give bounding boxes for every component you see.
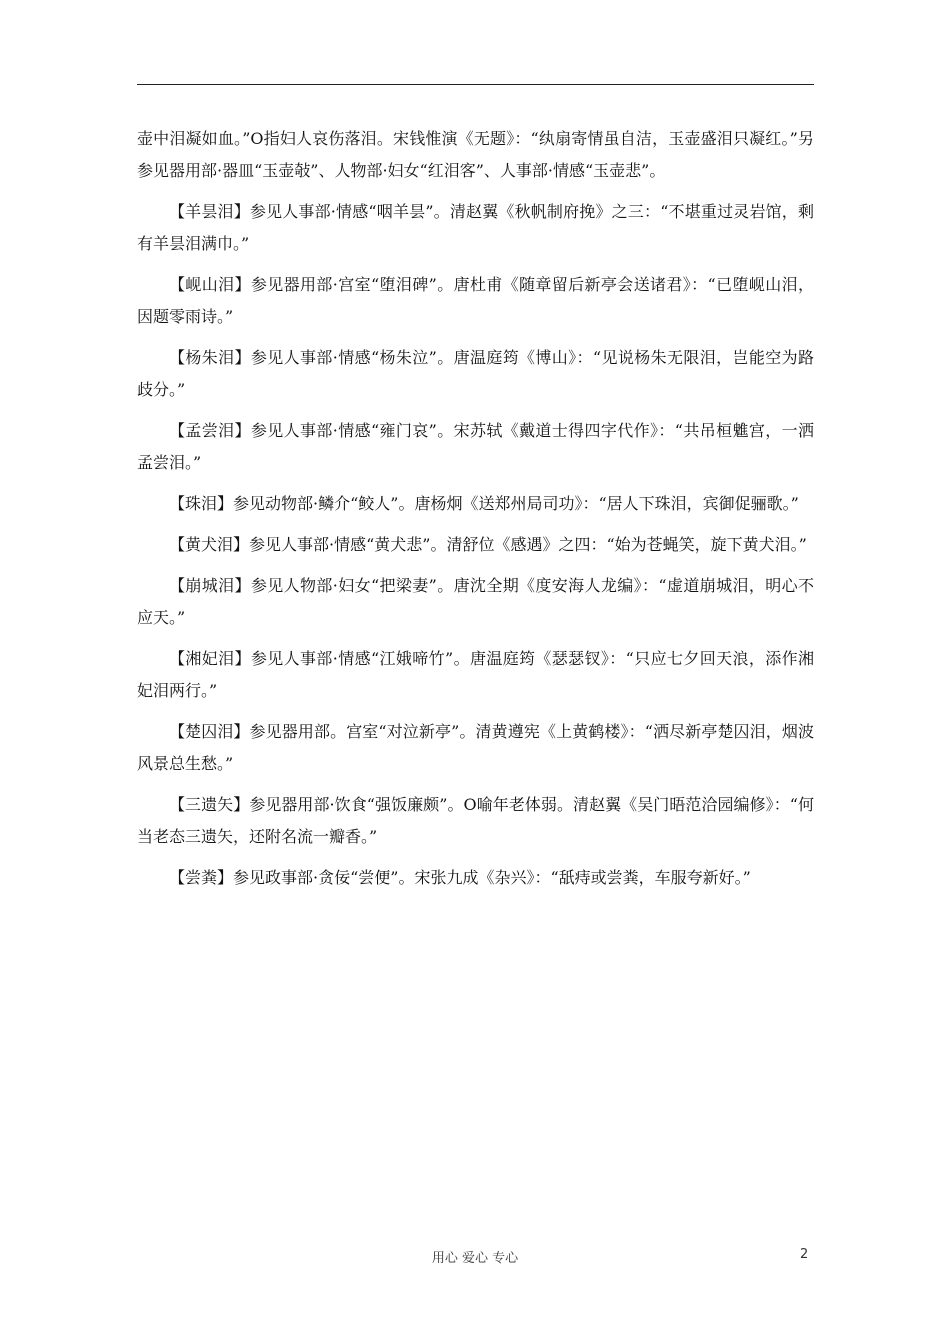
- entry-bengcheng-lei: 【崩城泪】参见人物部·妇女“把梁妻”。唐沈全期《度安海人龙编》：“虚道崩城泪，明心不应天。”: [137, 576, 814, 627]
- footer-motto: 用心 爱心 专心: [431, 1251, 519, 1266]
- entry-yangtan-lei: 【羊昙泪】参见人事部·情感“咽羊昙”。清赵翼《秋帆制府挽》之三：“不堪重过灵岩馆，剩有羊昙泪满巾。”: [137, 202, 814, 253]
- entry-yangzhu-lei: 【杨朱泪】参见人事部·情感“杨朱泣”。唐温庭筠《博山》：“见说杨朱无限泪，岂能空为路歧分。”: [137, 348, 814, 399]
- entry-sanyishi: 【三遗矢】参见器用部·饮食“强饭廉颇”。O喻年老体弱。清赵翼《吴门晤范洽园编修》：“何当老态三遗矢，还附名流一瓣香。”: [137, 795, 814, 846]
- entry-chuqiu-lei: 【楚囚泪】参见器用部。宫室“对泣新亭”。清黄遵宪《上黄鹤楼》：“洒尽新亭楚囚泪，烟波风景总生愁。”: [137, 722, 814, 773]
- paragraph-continuation: 壶中泪凝如血。”O指妇人哀伤落泪。宋钱惟演《无题》：“纨扇寄情虽自洁，玉壶盛泪只凝红。”另参见器用部·器皿“玉壶敧”、人物部·妇女“红泪客”、人事部·情感“玉壶悲”。: [137, 129, 814, 180]
- entry-changfen: 【尝粪】参见政事部·贪佞“尝便”。宋张九成《杂兴》：“舐痔或尝粪，车服夸新好。”: [169, 868, 751, 887]
- entry-xiangfei-lei: 【湘妃泪】参见人事部·情感“江娥啼竹”。唐温庭筠《瑟瑟钗》：“只应七夕回天浪，添作湘妃泪两行。”: [137, 649, 814, 700]
- document-body: [137, 123, 814, 903]
- entry-xianshan-lei: 【岘山泪】参见器用部·宫室“堕泪碑”。唐杜甫《随章留后新亭会送诸君》：“已堕岘山泪，因题零雨诗。”: [137, 275, 814, 326]
- entry-zhu-lei: 【珠泪】参见动物部·鳞介“鲛人”。唐杨炯《送郑州局司功》：“居人下珠泪，宾御促骊歌。”: [169, 494, 799, 513]
- entry-huangquan-lei: 【黄犬泪】参见人事部·情感“黄犬悲”。清舒位《感遇》之四：“始为苍蝇笑，旋下黄犬泪。”: [169, 535, 807, 554]
- page-number: 2: [800, 1247, 809, 1262]
- entry-mengchang-lei: 【孟尝泪】参见人事部·情感“雍门哀”。宋苏轼《戴道士得四字代作》：“共吊桓魋宫，一洒孟尝泪。”: [137, 421, 814, 472]
- header-rule: [137, 84, 814, 85]
